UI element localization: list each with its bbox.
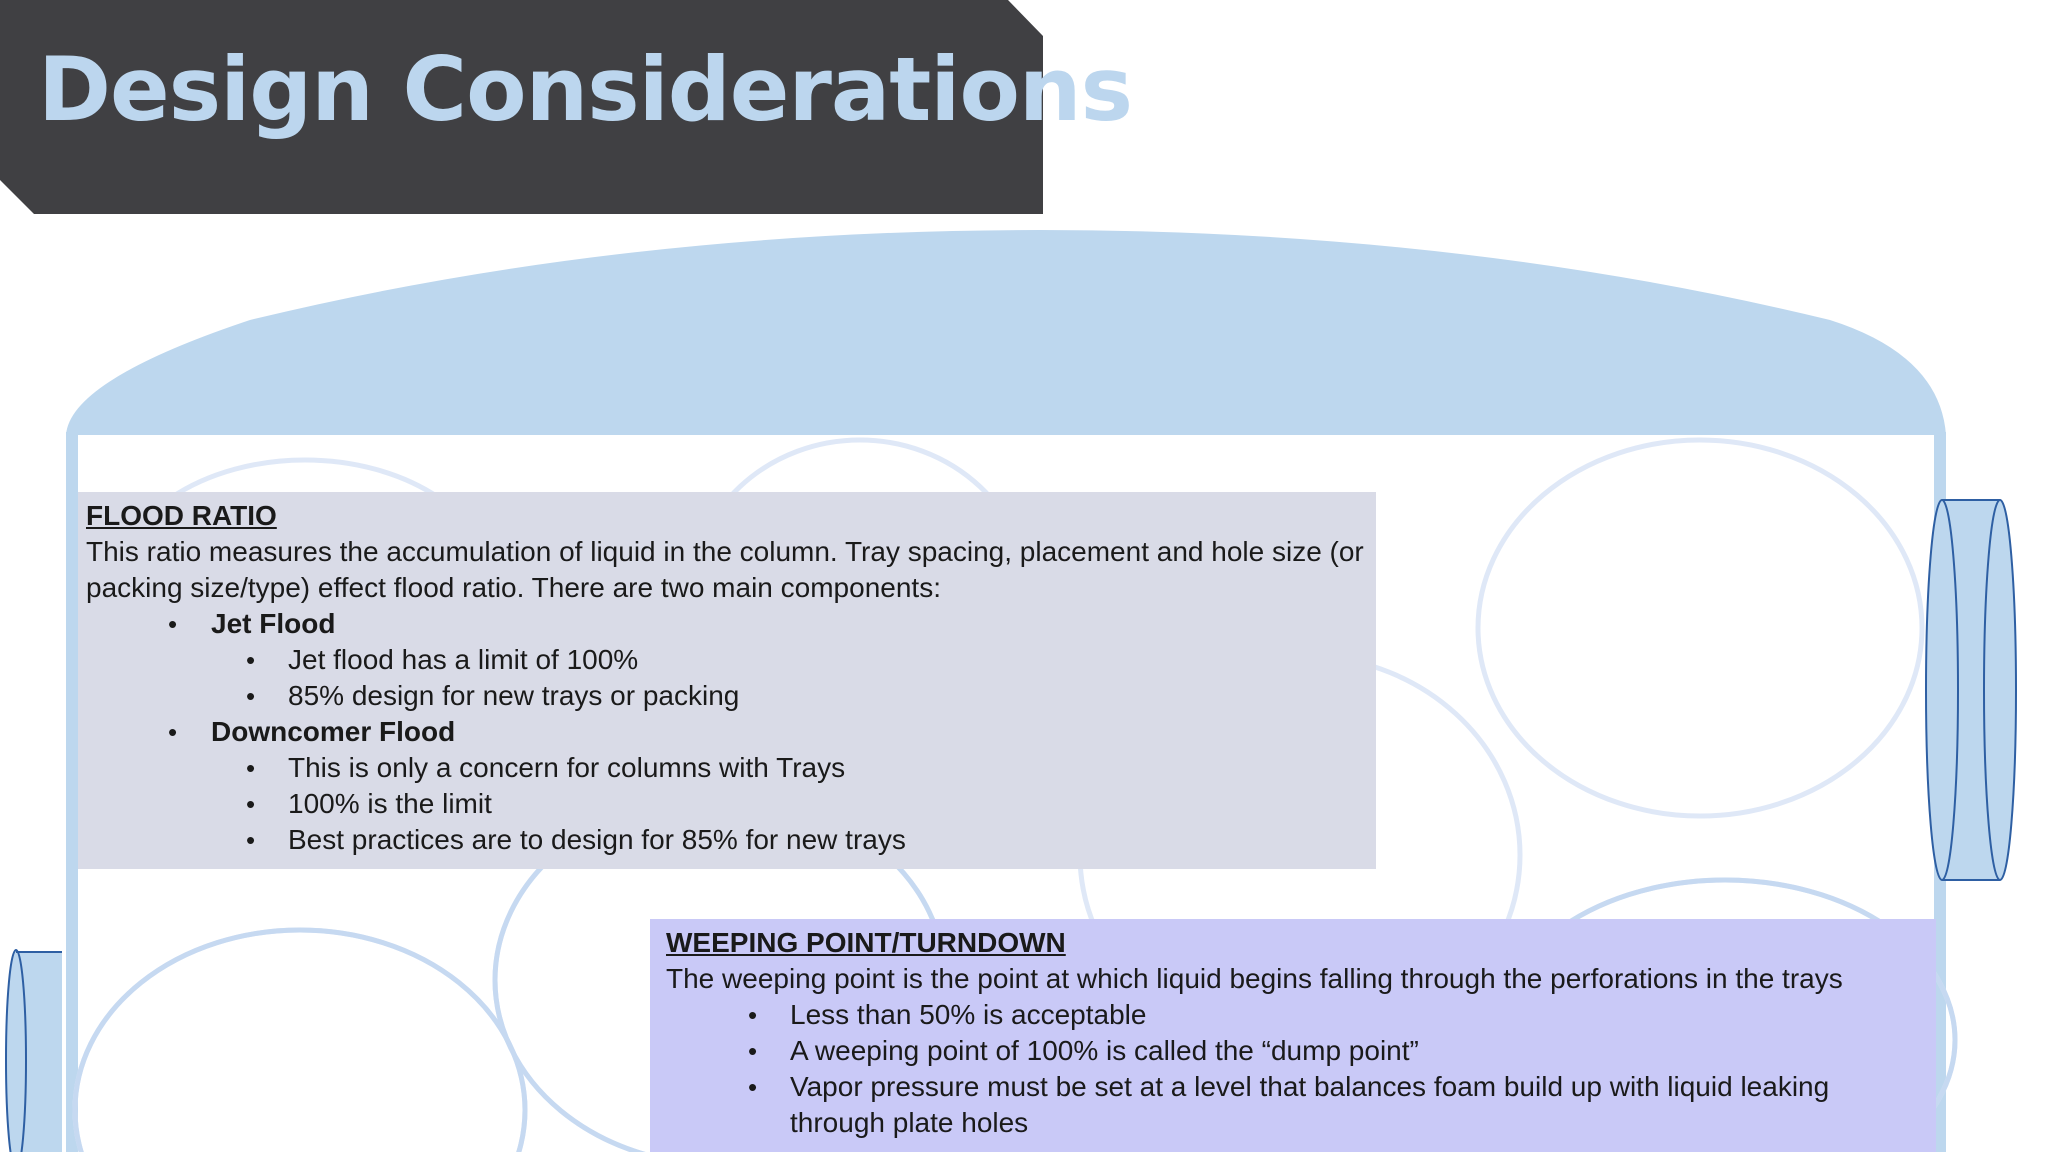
weeping-point-box [650, 919, 1936, 1152]
list-item: • Best practices are to design for 85% for new trays [86, 822, 1368, 858]
weeping-point-list [666, 997, 1922, 1141]
list-item: • Vapor pressure must be set at a level that balances foam build up with liquid leaking through plate holes [666, 1069, 1922, 1141]
flood-ratio-heading: FLOOD RATIO [86, 500, 277, 531]
list-item: • 100% is the limit [86, 786, 1368, 822]
list-item: • 85% design for new trays or packing [86, 678, 1368, 714]
weeping-point-intro: The weeping point is the point at which liquid begins falling through the perforations in the trays [666, 963, 1843, 994]
list-item: • A weeping point of 100% is called the “dump point” [666, 1033, 1922, 1069]
weeping-point-heading: WEEPING POINT/TURNDOWN [666, 927, 1066, 958]
list-item: • Jet flood has a limit of 100% [86, 642, 1368, 678]
jet-flood-item: • Jet Flood [86, 606, 1368, 642]
flood-ratio-list [86, 606, 1368, 858]
right-nozzle [1926, 500, 2016, 880]
downcomer-flood-item: • Downcomer Flood [86, 714, 1368, 750]
list-item: • This is only a concern for columns with Trays [86, 750, 1368, 786]
left-nozzle [6, 950, 62, 1152]
flood-ratio-box [78, 492, 1376, 869]
flood-ratio-intro: This ratio measures the accumulation of liquid in the column. Tray spacing, placement and hole size (or packing size/type) effect flood ratio. There are two main components: [86, 536, 1364, 603]
title-banner [0, 0, 1132, 214]
list-item: • Less than 50% is acceptable [666, 997, 1922, 1033]
page-title: Design Considerations [38, 38, 1132, 141]
